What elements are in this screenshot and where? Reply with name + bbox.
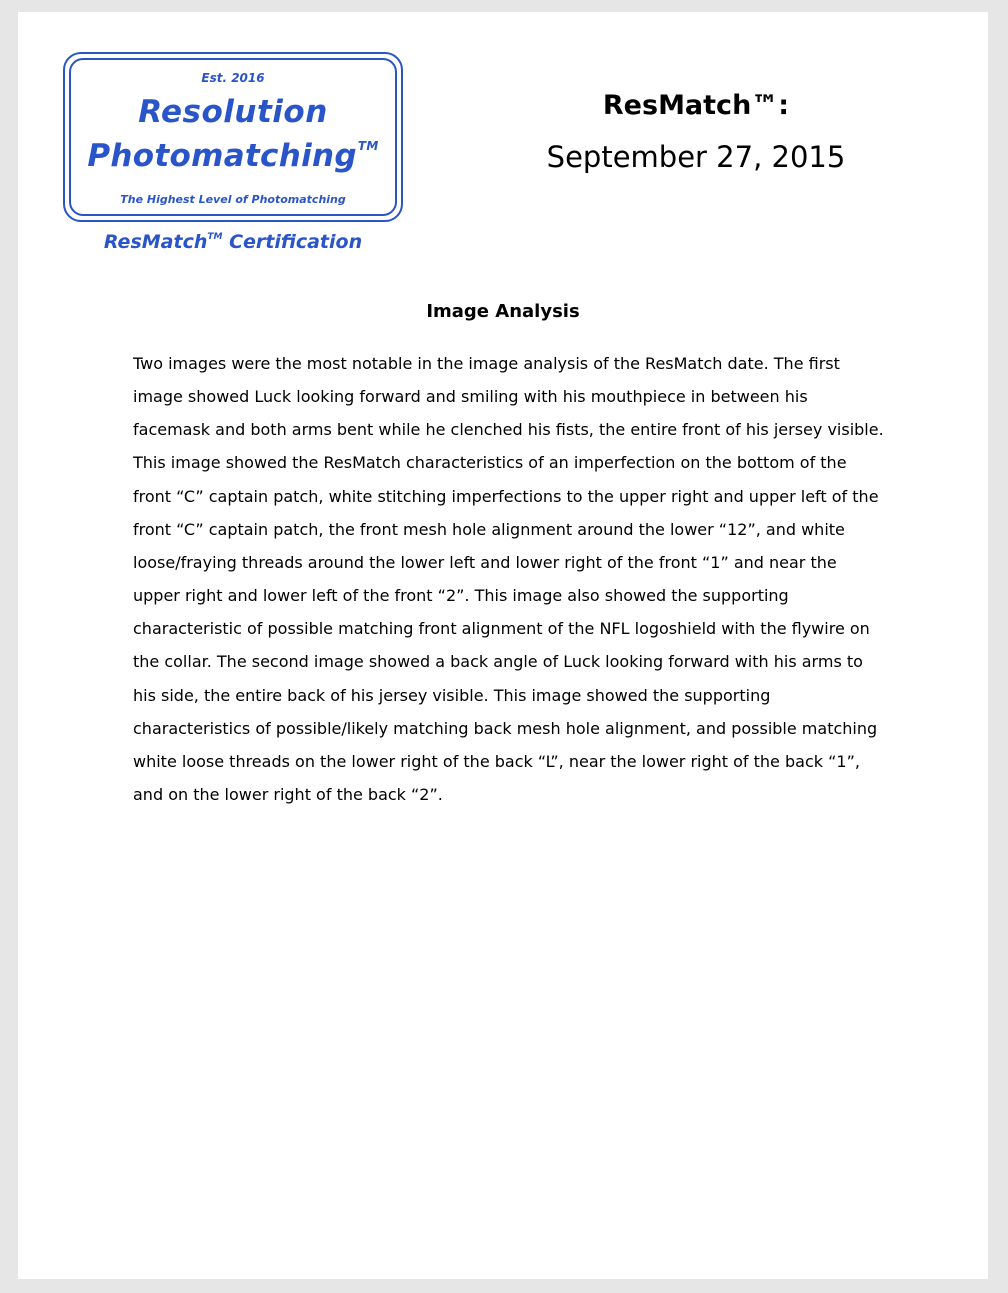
logo-tagline: The Highest Level of Photomatching [120, 193, 346, 206]
logo-certification [63, 231, 403, 253]
document-date: September 27, 2015 [546, 140, 846, 174]
logo-title-line2 [65, 138, 401, 174]
resolution-photomatching-logo [63, 52, 403, 222]
logo-certification-suffix: Certification [229, 231, 363, 253]
logo-title-line1: Resolution [138, 94, 328, 130]
logo-title-line2-text: Photomatching [87, 138, 357, 174]
analysis-paragraph: Two images were the most notable in the image analysis of the ResMatch date. The first image showed Luck looking forward and smiling with his mouthpiece in between his facemask and both arms bent while he clenched his fists, the entire front of his jersey visible. This image showed the ResMatch characteristics of an imperfection on the bottom of the front “C” captain patch, white stitching imperfections to the upper right and upper left of the front “C” captain patch, the front mesh hole alignment around the lower “12”, and white loose/fraying threads around the lower left and lower right of the front “1” and near the upper right and lower left of the front “2”. This image also showed the supporting characteristic of possible matching front alignment of the NFL logoshield with the flywire on the collar. The second image showed a back angle of Luck looking forward with his arms to his side, the entire back of his jersey visible. This image showed the supporting characteristics of possible/likely matching back mesh hole alignment, and possible matching white loose threads on the lower right of the back “L”, near the lower right of the back “1”, and on the lower right of the back “2”. [133, 354, 884, 805]
logo-trademark: TM [357, 139, 379, 153]
logo-established-text: Est. 2016 [201, 71, 265, 85]
document-title: ResMatch™: [602, 90, 790, 121]
document-page [18, 12, 988, 1279]
logo-certification-name: ResMatch [103, 231, 208, 253]
logo-certification-tm: TM [207, 232, 223, 242]
section-heading: Image Analysis [426, 301, 580, 322]
